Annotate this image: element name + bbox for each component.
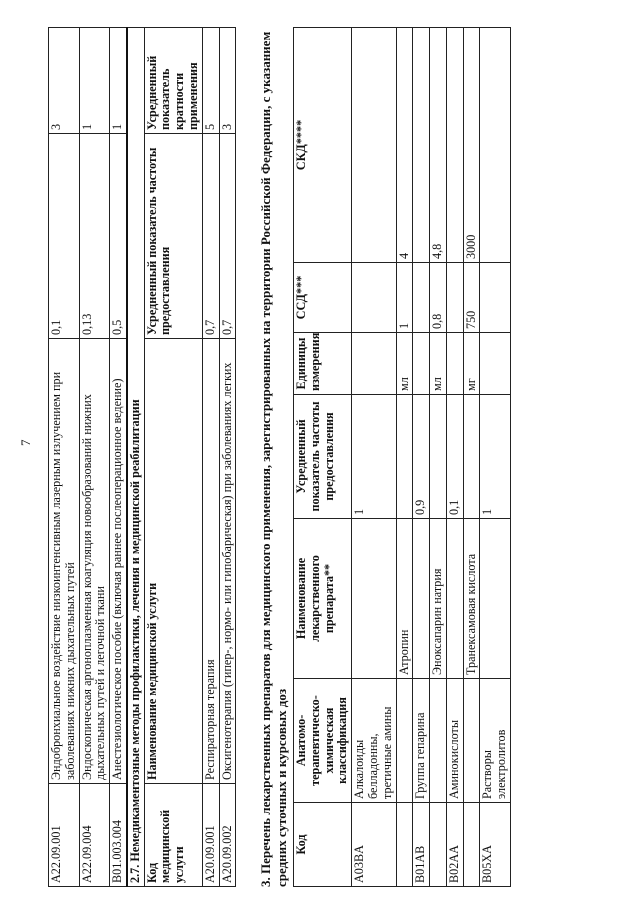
atc-class: Аминокислоты	[446, 679, 463, 803]
header-frequency: Усредненный показатель частоты предоставления	[144, 134, 202, 339]
drug-frequency: 1	[480, 395, 511, 519]
atc-class: Алкалоиды белладонны, третичные амины	[352, 679, 396, 803]
header-name: Наименование медицинской услуги	[144, 339, 202, 784]
header-frequency: Усредненный показатель частоты предоставления	[294, 395, 352, 519]
atc-code: B05XA	[480, 803, 511, 887]
section-2-7-title: 2.7. Немедикаментозные методы профилактики, лечения и медицинской реабилитации	[127, 28, 144, 887]
header-unit: Единицы измерения	[294, 333, 352, 395]
service-name: Анестезиологическое пособие (включая раннее послеоперационное ведение)	[110, 339, 127, 784]
service-code: A22.09.001	[49, 784, 80, 887]
service-code: A20.09.001	[202, 784, 219, 887]
header-drug-name: Наименование лекарственного препарата**	[294, 519, 352, 679]
drug-frequency: 1	[352, 395, 396, 519]
service-frequency: 0,13	[79, 134, 110, 339]
drug-name: Транексамовая кислота	[463, 519, 480, 679]
table-row	[49, 28, 80, 887]
service-frequency: 0,1	[49, 134, 80, 339]
atc-code: B02AA	[446, 803, 463, 887]
header-atc: Анатомо-терапевтическо-химическая классификация	[294, 679, 352, 803]
service-code: A22.09.004	[79, 784, 110, 887]
drug-unit: мл	[430, 333, 447, 395]
service-frequency: 0,7	[202, 134, 219, 339]
atc-code: B01AB	[413, 803, 430, 887]
table-row	[352, 28, 396, 887]
header-multiplicity: Усредненный показатель кратности применения	[144, 28, 202, 134]
table-row	[430, 28, 447, 887]
header-code: Код	[294, 803, 352, 887]
drug-unit: мл	[396, 333, 413, 395]
atc-code: A03BA	[352, 803, 396, 887]
table-row	[79, 28, 110, 887]
service-name: Респираторная терапия	[202, 339, 219, 784]
drug-ssd: 1	[396, 263, 413, 333]
service-multiplicity: 1	[110, 28, 127, 134]
service-multiplicity: 3	[49, 28, 80, 134]
table-row	[413, 28, 430, 887]
table-row	[396, 28, 413, 887]
atc-class: Группа гепарина	[413, 679, 430, 803]
table-row	[202, 28, 219, 887]
service-multiplicity: 3	[219, 28, 236, 134]
header-code: Код медицинской услуги	[144, 784, 202, 887]
services-table	[48, 27, 236, 887]
service-name: Эндоскопическая аргоноплазменная коагуляция новообразований нижних дыхательных путей и легочной ткани	[79, 339, 110, 784]
service-code: B01.003.004	[110, 784, 127, 887]
table-row	[463, 28, 480, 887]
table-row	[480, 28, 511, 887]
drugs-table	[293, 27, 511, 887]
service-multiplicity: 5	[202, 28, 219, 134]
section-3-title: 3. Перечень лекарственных препаратов для медицинского применения, зарегистрированных на территории Российской Федерации, с указанием средних суточных и курсовых доз	[258, 31, 289, 887]
drug-name: Эноксапарин натрия	[430, 519, 447, 679]
service-multiplicity: 1	[79, 28, 110, 134]
drug-ssd: 750	[463, 263, 480, 333]
drug-skd: 3000	[463, 28, 480, 263]
drug-name: Атропин	[396, 519, 413, 679]
service-frequency: 0,7	[219, 134, 236, 339]
service-name: Оксигенотерапия (гипер-, нормо- или гипобарическая) при заболеваниях легких	[219, 339, 236, 784]
drug-unit: мг	[463, 333, 480, 395]
page-number: 7	[18, 439, 33, 446]
header-ssd: ССД***	[294, 263, 352, 333]
service-code: A20.09.002	[219, 784, 236, 887]
header-row	[294, 28, 352, 887]
document-content	[48, 27, 618, 887]
drug-skd: 4,8	[430, 28, 447, 263]
table-row	[110, 28, 127, 887]
header-row	[144, 28, 202, 887]
drug-frequency: 0,1	[446, 395, 463, 519]
table-row	[219, 28, 236, 887]
service-frequency: 0,5	[110, 134, 127, 339]
header-skd: СКД****	[294, 28, 352, 263]
drug-frequency: 0,9	[413, 395, 430, 519]
section-heading-row	[127, 28, 144, 887]
service-name: Эндобронхиальное воздействие низкоинтенсивным лазерным излучением при заболеваниях нижних дыхательных путей	[49, 339, 80, 784]
drug-ssd: 0,8	[430, 263, 447, 333]
table-row	[446, 28, 463, 887]
drug-skd: 4	[396, 28, 413, 263]
atc-class: Растворы электролитов	[480, 679, 511, 803]
